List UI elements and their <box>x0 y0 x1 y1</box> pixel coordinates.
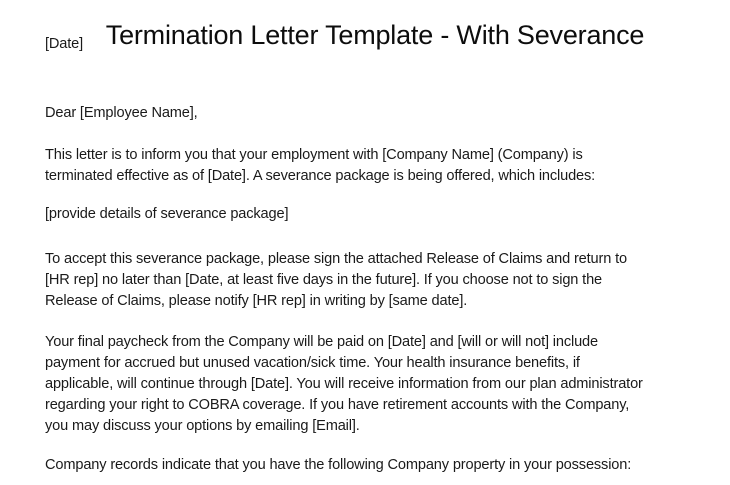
paragraph-line: Company records indicate that you have the following Company property in your possession: <box>45 457 632 473</box>
paragraph-line: applicable, will continue through [Date]. You will receive information from our plan administrator <box>45 376 643 392</box>
paragraph-line: This letter is to inform you that your employment with [Company Name] (Company) is <box>45 147 583 163</box>
paragraph-line: [provide details of severance package] <box>45 206 289 222</box>
document-title: Termination Letter Template - With Severance <box>105 20 645 50</box>
paragraph-line: Release of Claims, please notify [HR rep] in writing by [same date]. <box>45 293 468 309</box>
paragraph-line: payment for accrued but unused vacation/sick time. Your health insurance benefits, if <box>45 355 580 371</box>
paragraph-line: To accept this severance package, please sign the attached Release of Claims and return to <box>45 251 627 267</box>
salutation: Dear [Employee Name], <box>45 105 198 121</box>
paragraph-line: regarding your right to COBRA coverage. If you have retirement accounts with the Company, <box>45 397 630 413</box>
paragraph-line: you may discuss your options by emailing [Email]. <box>45 418 360 434</box>
paragraph-line: terminated effective as of [Date]. A severance package is being offered, which includes: <box>45 168 596 184</box>
date-placeholder: [Date] <box>45 36 84 52</box>
paragraph-line: [HR rep] no later than [Date, at least five days in the future]. If you choose not to sign the <box>45 272 603 288</box>
paragraph-line: Your final paycheck from the Company will be paid on [Date] and [will or will not] include <box>45 334 598 350</box>
